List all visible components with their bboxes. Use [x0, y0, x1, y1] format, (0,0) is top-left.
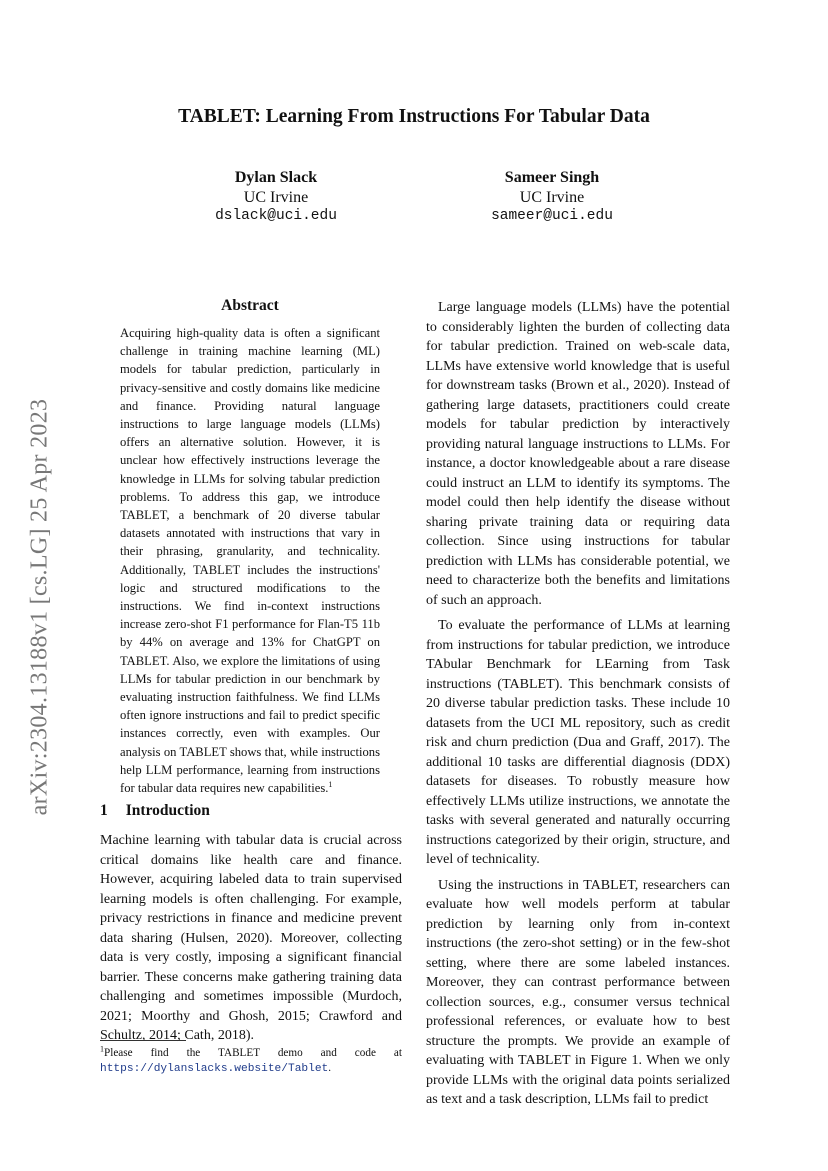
footnote-link[interactable]: https://dylanslacks.website/Tablet — [100, 1063, 329, 1075]
footnote-text: Please find the TABLET demo and code at — [104, 1047, 402, 1059]
author-affiliation: UC Irvine — [243, 188, 309, 206]
author-name: Sameer Singh — [504, 169, 600, 186]
intro-paragraph: Machine learning with tabular data is crucial across critical domains like health care and finance. However, acquiring labeled data to train supervised learning models is often challenging. For example, privacy restrictions in finance and medicine prevent data sharing (Hulsen, 2020). Moreover, collecting data is very costly, imposing a significant financial barrier. These concerns make gathering training data challenging and sometimes impossible (Murdoch, 2021; Moorthy and Ghosh, 2015; Crawford and Schultz, 2014; Cath, 2018). — [100, 833, 402, 1043]
section-title: Introduction — [125, 802, 210, 819]
author-email: dslack@uci.edu — [215, 208, 337, 224]
footnote-rule — [100, 1040, 186, 1041]
section-number: 1 — [100, 802, 108, 819]
paper-title: TABLET: Learning From Instructions For Tabular Data — [178, 106, 650, 127]
author-block-1 — [196, 168, 356, 227]
author-affiliation: UC Irvine — [519, 188, 585, 206]
section-heading — [100, 802, 210, 820]
abstract-body — [120, 324, 380, 797]
arxiv-identifier-text: arXiv:2304.13188v1 [cs.LG] 25 Apr 2023 — [26, 398, 53, 816]
footnote-number: 1 — [100, 1044, 104, 1054]
right-column — [426, 298, 730, 1116]
abstract-text: Acquiring high-quality data is often a significant challenge in training machine learning (ML) models for tabular prediction, particularly in privacy-sensitive and costly domains like medicine and finance. Providing natural language instructions to large language models (LLMs) offers an alternative solution. However, it is unclear how effectively instructions leverage the knowledge in LLMs for solving tabular prediction problems. To address this gap, we introduce TABLET, a benchmark of 20 diverse tabular datasets annotated with instructions that vary in their phrasing, granularity, and technicality. Additionally, TABLET includes the instructions' logic and structured modifications to the instructions. We find in-context instructions increase zero-shot F1 performance for Flan-T5 11b by 44% on average and 13% for ChatGPT on TABLET. Also, we explore the limitations of using LLMs for tabular prediction in our benchmark by evaluating instruction faithfulness. We find LLMs often ignore instructions and fail to predict specific instances correctly, even with examples. Our analysis on TABLET shows that, while instructions help LLM performance, learning from instructions for tabular data requires new capabilities. — [120, 326, 380, 796]
footnote: $^1$Please find the TABLET demo and code at https://dylanslacks.website/Tablet. — [100, 1044, 402, 1075]
body-paragraph: Using the instructions in TABLET, researchers can evaluate how well models perform at tabular prediction by learning only from in-context instructions (the zero-shot setting) or in the few-shot setting, where there are some labeled instances. Moreover, they can contrast performance between collection sources, e.g., consumer versus technical professional references, or evaluate how to best structure the prompts. We provide an example of evaluating with TABLET in Figure 1. When we only provide LLMs with the original data points serialized as text and a task description, LLMs fail to predict — [426, 877, 730, 1107]
author-block-2 — [472, 168, 632, 227]
body-paragraph: To evaluate the performance of LLMs at learning from instructions for tabular prediction, we introduce TAbular Benchmark for LEarning from Task instructions (TABLET). This benchmark consists of 20 diverse tabular prediction tasks. These include 10 datasets from the UCI ML repository, such as credit risk and churn prediction (Dua and Graff, 2017). The additional 10 tasks are differential diagnosis (DDX) datasets for diseases. To robustly measure how effectively LLMs utilize instructions, we annotate the tasks with several generated and naturally occurring instructions categorized by their origin, structure, and level of technicality. — [426, 618, 730, 867]
body-paragraph: Large language models (LLMs) have the potential to considerably lighten the burden of collecting data for tabular prediction. Trained on web-scale data, LLMs have extensive world knowledge that is useful for downstream tasks (Brown et al., 2020). Instead of gathering large datasets, practitioners could create models for tabular prediction by interactively providing natural language instructions to LLMs. For instance, a doctor knowledgeable about a rare disease could instruct an LLM to identify its symptoms. The model could then help identify the disease without sharing private training data or requiring data collection. Since using instructions for tabular prediction with LLMs has considerable potential, we need to characterize both the benefits and limitations of such an approach. — [426, 300, 730, 608]
arxiv-identifier — [28, 362, 52, 852]
abstract-heading: Abstract — [221, 297, 279, 314]
author-name: Dylan Slack — [234, 169, 318, 186]
author-email: sameer@uci.edu — [491, 208, 613, 224]
footnote-marker: 1 — [328, 779, 333, 789]
